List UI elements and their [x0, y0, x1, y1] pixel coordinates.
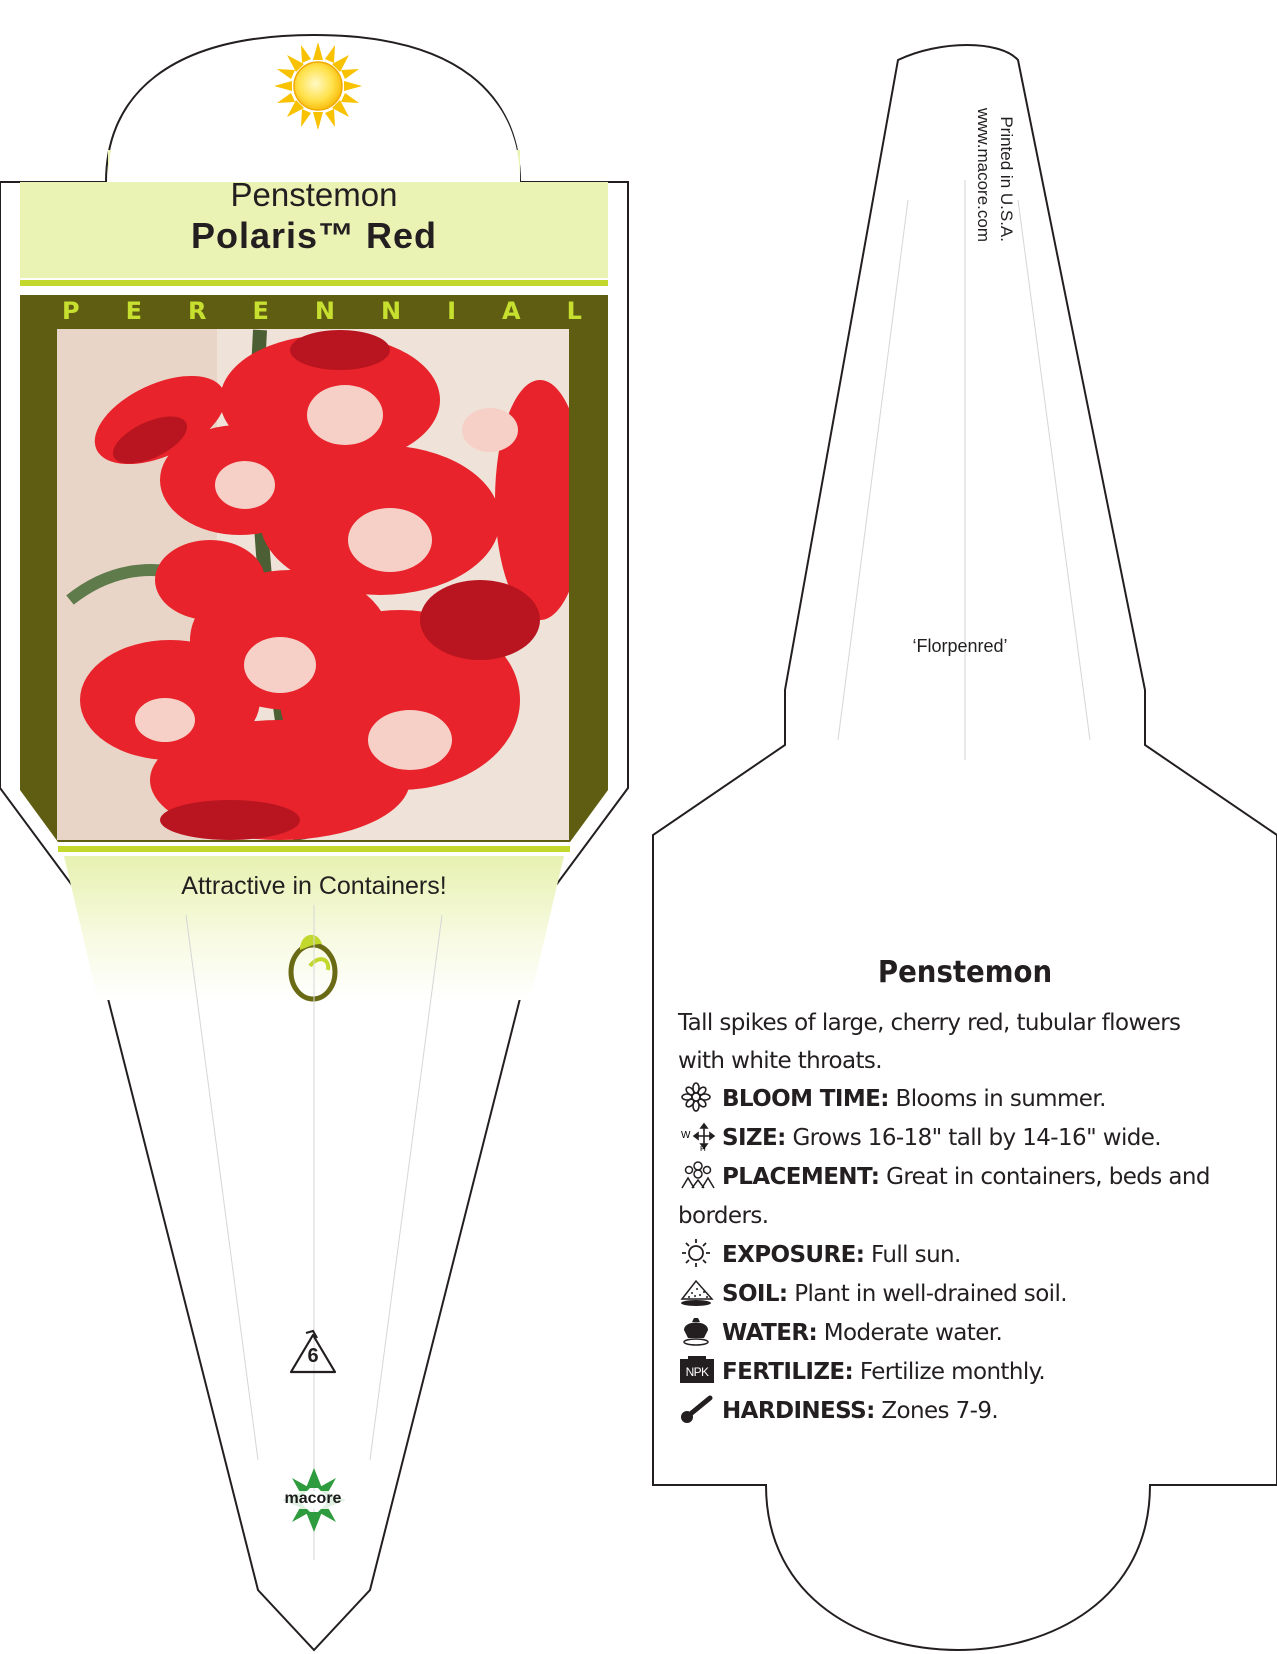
- attribute-value: Fertilize monthly.: [859, 1359, 1046, 1385]
- size-w-letter: W: [681, 1130, 690, 1141]
- flower-icon: [678, 1082, 718, 1112]
- attribute-value: Plant in well-drained soil.: [794, 1281, 1067, 1307]
- description: Tall spikes of large, cherry red, tubular flowers with white throats.: [678, 1010, 1181, 1074]
- trade-name: ‘Florpenred’: [912, 636, 1008, 656]
- category-label: [62, 297, 582, 327]
- attribute-label: SIZE:: [722, 1125, 786, 1151]
- care-info: [678, 1004, 1233, 1431]
- attribute-label: WATER:: [722, 1320, 818, 1346]
- npk-text: NPK: [685, 1365, 709, 1379]
- plant-genus: Penstemon: [230, 176, 398, 213]
- attribute-value: Grows 16-18" tall by 14-16" wide.: [792, 1125, 1162, 1151]
- category-letter: R: [188, 297, 207, 325]
- attribute-label: FERTILIZE:: [722, 1359, 854, 1385]
- attribute-row: [678, 1080, 1233, 1119]
- attribute-label: HARDINESS:: [722, 1398, 875, 1424]
- attribute-row: [678, 1236, 1233, 1275]
- attribute-label: EXPOSURE:: [722, 1242, 865, 1268]
- back-heading: Penstemon: [877, 955, 1053, 990]
- size-arrows-icon: [678, 1121, 718, 1151]
- category-letter: A: [502, 297, 521, 325]
- category-letter: E: [125, 297, 142, 325]
- attribute-row: [678, 1158, 1233, 1236]
- category-letter: P: [62, 297, 80, 325]
- category-letter: E: [252, 297, 269, 325]
- category-letter: L: [566, 297, 582, 325]
- category-letter: I: [447, 297, 457, 325]
- printed-in: Printed in U.S.A.: [997, 116, 1016, 242]
- attribute-value: Great in containers, beds and borders.: [678, 1164, 1210, 1229]
- attribute-label: SOIL:: [722, 1281, 788, 1307]
- watering-can-icon: [678, 1316, 718, 1346]
- attribute-value: Zones 7-9.: [881, 1398, 999, 1424]
- attribute-value: Blooms in summer.: [895, 1086, 1106, 1112]
- category-letter: N: [314, 297, 335, 325]
- attribute-label: BLOOM TIME:: [722, 1086, 889, 1112]
- category-letter: N: [380, 297, 402, 325]
- sun-icon: [678, 1238, 718, 1268]
- attribute-row: [678, 1119, 1233, 1158]
- npk-icon: [678, 1355, 718, 1385]
- thermometer-icon: [678, 1394, 718, 1424]
- plant-cultivar: Polaris™ Red: [190, 215, 438, 256]
- attribute-value: Moderate water.: [823, 1320, 1003, 1346]
- attribute-row: [678, 1392, 1233, 1431]
- attribute-row: [678, 1314, 1233, 1353]
- sun-icon: [274, 42, 362, 130]
- printed-info: [948, 42, 1018, 242]
- attribute-row: [678, 1275, 1233, 1314]
- placement-icon: [678, 1160, 718, 1190]
- attribute-label: PLACEMENT:: [722, 1164, 880, 1190]
- attribute-row: [678, 1353, 1233, 1392]
- tagline: Attractive in Containers!: [181, 872, 447, 900]
- website: www.macore.com: [974, 107, 993, 242]
- soil-icon: [678, 1277, 718, 1307]
- brand-name: macore: [284, 1490, 342, 1507]
- flower-photo: [57, 329, 585, 840]
- recycle-code: 6: [307, 1345, 319, 1367]
- attribute-value: Full sun.: [871, 1242, 961, 1268]
- size-h-letter: H: [700, 1145, 706, 1151]
